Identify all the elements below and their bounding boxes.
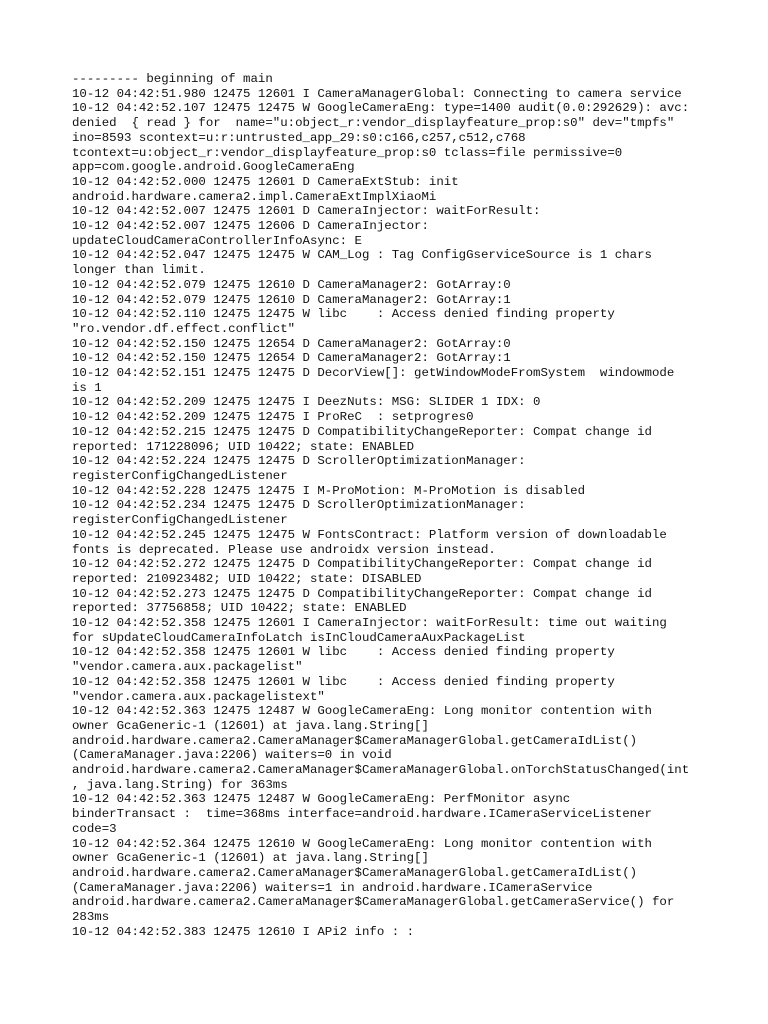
log-line: 10-12 04:42:52.079 12475 12610 D CameraManager2: GotArray:1 — [72, 292, 511, 307]
log-line: ino=8593 scontext=u:r:untrusted_app_29:s0:c166,c257,c512,c768 — [72, 130, 526, 145]
log-line: android.hardware.camera2.CameraManager$CameraManagerGlobal.getCameraIdList() — [72, 865, 638, 880]
log-line: android.hardware.camera2.CameraManager$CameraManagerGlobal.getCameraIdList() — [72, 733, 638, 748]
log-line: registerConfigChangedListener — [72, 468, 288, 483]
log-line: 10-12 04:42:52.234 12475 12475 D ScrollerOptimizationManager: — [72, 498, 526, 513]
log-line: reported: 171228096; UID 10422; state: ENABLED — [72, 439, 415, 454]
log-line: 10-12 04:42:52.358 12475 12601 W libc : Access denied finding property — [72, 645, 615, 660]
log-line: 10-12 04:42:52.383 12475 12610 I APi2 info : : — [72, 924, 415, 939]
log-line: for sUpdateCloudCameraInfoLatch isInCloudCameraAuxPackageList — [72, 630, 526, 645]
log-line: 10-12 04:42:52.110 12475 12475 W libc : Access denied finding property — [72, 307, 615, 322]
log-line: 10-12 04:42:52.007 12475 12606 D CameraInjector: — [72, 219, 429, 234]
log-line: denied { read } for name="u:object_r:vendor_displayfeature_prop:s0" dev="tmpfs" — [72, 116, 675, 131]
log-line: longer than limit. — [72, 263, 206, 278]
log-line: 10-12 04:42:52.358 12475 12601 I CameraInjector: waitForResult: time out waiting — [72, 616, 667, 631]
log-line: 10-12 04:42:52.363 12475 12487 W GoogleCameraEng: Long monitor contention with — [72, 704, 652, 719]
log-line: 10-12 04:42:52.228 12475 12475 I M-ProMotion: M-ProMotion is disabled — [72, 483, 586, 498]
log-line: 10-12 04:42:52.079 12475 12610 D CameraManager2: GotArray:0 — [72, 277, 511, 292]
log-line: is 1 — [72, 380, 102, 395]
log-line: android.hardware.camera2.CameraManager$CameraManagerGlobal.getCameraService() for — [72, 895, 675, 910]
log-line: fonts is deprecated. Please use androidx version instead. — [72, 542, 496, 557]
log-line: android.hardware.camera2.CameraManager$CameraManagerGlobal.onTorchStatusChanged(int — [72, 763, 690, 778]
log-line: 10-12 04:42:52.047 12475 12475 W CAM_Log : Tag ConfigGserviceSource is 1 chars — [72, 248, 652, 263]
log-line: app=com.google.android.GoogleCameraEng — [72, 160, 355, 175]
log-line: reported: 37756858; UID 10422; state: ENABLED — [72, 601, 407, 616]
log-line: 10-12 04:42:52.107 12475 12475 W GoogleCameraEng: type=1400 audit(0.0:292629): avc: — [72, 101, 690, 116]
log-line: updateCloudCameraControllerInfoAsync: E — [72, 233, 362, 248]
log-line: 10-12 04:42:52.364 12475 12610 W GoogleCameraEng: Long monitor contention with — [72, 836, 652, 851]
log-line: (CameraManager.java:2206) waiters=1 in android.hardware.ICameraService — [72, 880, 593, 895]
log-line: , java.lang.String) for 363ms — [72, 777, 288, 792]
log-line: 10-12 04:42:52.209 12475 12475 I DeezNuts: MSG: SLIDER 1 IDX: 0 — [72, 395, 541, 410]
log-line: "ro.vendor.df.effect.conflict" — [72, 321, 296, 336]
log-line: owner GcaGeneric-1 (12601) at java.lang.String[] — [72, 851, 429, 866]
log-line: 283ms — [72, 910, 110, 925]
log-line: 10-12 04:42:52.245 12475 12475 W FontsContract: Platform version of downloadable — [72, 527, 667, 542]
log-line: binderTransact : time=368ms interface=android.hardware.ICameraServiceListener — [72, 807, 652, 822]
log-line: 10-12 04:42:52.150 12475 12654 D CameraManager2: GotArray:0 — [72, 336, 511, 351]
log-line: 10-12 04:42:52.273 12475 12475 D CompatibilityChangeReporter: Compat change id — [72, 586, 652, 601]
log-line: 10-12 04:42:52.151 12475 12475 D DecorView[]: getWindowModeFromSystem windowmode — [72, 366, 675, 381]
log-line: "vendor.camera.aux.packagelistext" — [72, 689, 325, 704]
log-line: 10-12 04:42:52.000 12475 12601 D CameraExtStub: init — [72, 174, 459, 189]
log-line: 10-12 04:42:52.272 12475 12475 D CompatibilityChangeReporter: Compat change id — [72, 557, 652, 572]
log-line: 10-12 04:42:52.358 12475 12601 W libc : Access denied finding property — [72, 674, 615, 689]
log-line: android.hardware.camera2.impl.CameraExtImplXiaoMi — [72, 189, 437, 204]
log-line: "vendor.camera.aux.packagelist" — [72, 660, 303, 675]
log-line: tcontext=u:object_r:vendor_displayfeature_prop:s0 tclass=file permissive=0 — [72, 145, 623, 160]
log-line: 10-12 04:42:51.980 12475 12601 I CameraManagerGlobal: Connecting to camera service — [72, 86, 682, 101]
log-document — [72, 72, 712, 939]
log-line: reported: 210923482; UID 10422; state: DISABLED — [72, 571, 422, 586]
log-line: 10-12 04:42:52.209 12475 12475 I ProReC : setprogres0 — [72, 410, 474, 425]
log-line: --------- beginning of main — [72, 72, 273, 86]
log-line: 10-12 04:42:52.150 12475 12654 D CameraManager2: GotArray:1 — [72, 351, 511, 366]
log-line: 10-12 04:42:52.224 12475 12475 D ScrollerOptimizationManager: — [72, 454, 526, 469]
log-line: owner GcaGeneric-1 (12601) at java.lang.String[] — [72, 718, 429, 733]
log-line: code=3 — [72, 821, 117, 836]
log-line: 10-12 04:42:52.007 12475 12601 D CameraInjector: waitForResult: — [72, 204, 541, 219]
log-line: registerConfigChangedListener — [72, 513, 288, 528]
log-line: 10-12 04:42:52.215 12475 12475 D CompatibilityChangeReporter: Compat change id — [72, 424, 652, 439]
log-line: 10-12 04:42:52.363 12475 12487 W GoogleCameraEng: PerfMonitor async — [72, 792, 571, 807]
log-line: (CameraManager.java:2206) waiters=0 in void — [72, 748, 392, 763]
